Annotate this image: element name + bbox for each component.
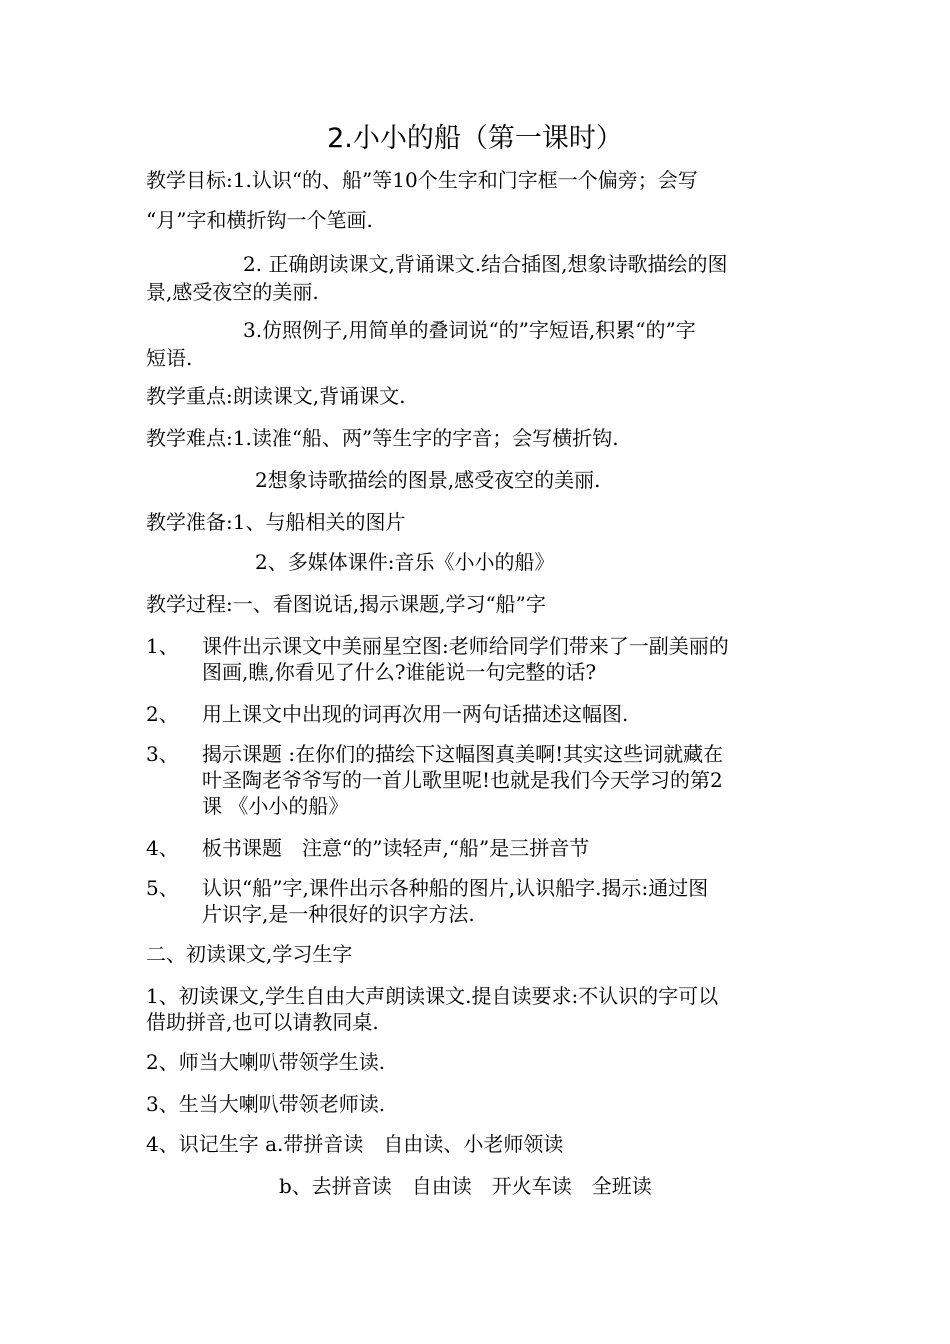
key-points: 教学重点:朗读课文,背诵课文. [146, 384, 406, 408]
process-heading: 教学过程:一、看图说话,揭示课题,学习“船”字 [146, 592, 546, 616]
goals-line-3a: 3.仿照例子,用简单的叠词说“的”字短语,积累“的”字 [243, 318, 696, 342]
step-1-line-2: 图画,瞧,你看见了什么?谁能说一句完整的话? [202, 660, 597, 684]
goals-line-2a: 2. 正确朗读课文,背诵课文.结合插图,想象诗歌描绘的图 [243, 252, 728, 276]
step-5-line-2: 片识字,是一种很好的识字方法. [202, 902, 475, 926]
page-title: 2.小小的船（第一课时） [327, 123, 623, 154]
part2-item-4: 4、识记生字 a.带拼音读 自由读、小老师领读 [146, 1132, 564, 1156]
step-1-line-1: 课件出示课文中美丽星空图:老师给同学们带来了一副美丽的 [202, 634, 729, 658]
part2-item-3: 3、生当大喇叭带领老师读. [146, 1092, 386, 1116]
step-2-line-1: 用上课文中出现的词再次用一两句话描述这幅图. [202, 702, 629, 726]
preparation-line-2: 2、多媒体课件:音乐《小小的船》 [255, 550, 555, 574]
step-number: 1、 [146, 634, 179, 658]
goals-line-2b: 景,感受夜空的美丽. [146, 280, 319, 304]
part2-item-4b: b、去拼音读 自由读 开火车读 全班读 [279, 1174, 652, 1198]
preparation-line-1: 教学准备:1、与船相关的图片 [146, 510, 406, 534]
step-number: 4、 [146, 836, 179, 860]
step-3-line-2: 叶圣陶老爷爷写的一首儿歌里呢!也就是我们今天学习的第2 [202, 768, 723, 792]
step-3-line-3: 课 《小小的船》 [202, 794, 349, 818]
part2-item-1a: 1、初读课文,学生自由大声朗读课文.提自读要求:不认识的字可以 [146, 984, 719, 1008]
step-number: 2、 [146, 702, 179, 726]
goals-line-1: 教学目标:1.认识“的、船”等10个生字和门字框一个偏旁；会写 [146, 168, 698, 192]
goals-line-1-cont: “月”字和横折钩一个笔画. [146, 208, 373, 232]
goals-line-3b: 短语. [146, 346, 193, 370]
step-5-line-1: 认识“船”字,课件出示各种船的图片,认识船字.揭示:通过图 [202, 876, 709, 900]
step-3-line-1: 揭示课题 :在你们的描绘下这幅图真美啊!其实这些词就藏在 [202, 742, 724, 766]
difficulties-line-1: 教学难点:1.读准“船、两”等生字的字音；会写横折钩. [146, 426, 619, 450]
part2-heading: 二、初读课文,学习生字 [146, 942, 353, 966]
part2-item-1b: 借助拼音,也可以请教同桌. [146, 1010, 379, 1034]
difficulties-line-2: 2想象诗歌描绘的图景,感受夜空的美丽. [255, 468, 601, 492]
step-4-line-1: 板书课题 注意“的”读轻声,“船”是三拼音节 [202, 836, 590, 860]
step-number: 5、 [146, 876, 179, 900]
step-number: 3、 [146, 742, 179, 766]
part2-item-2: 2、师当大喇叭带领学生读. [146, 1050, 386, 1074]
